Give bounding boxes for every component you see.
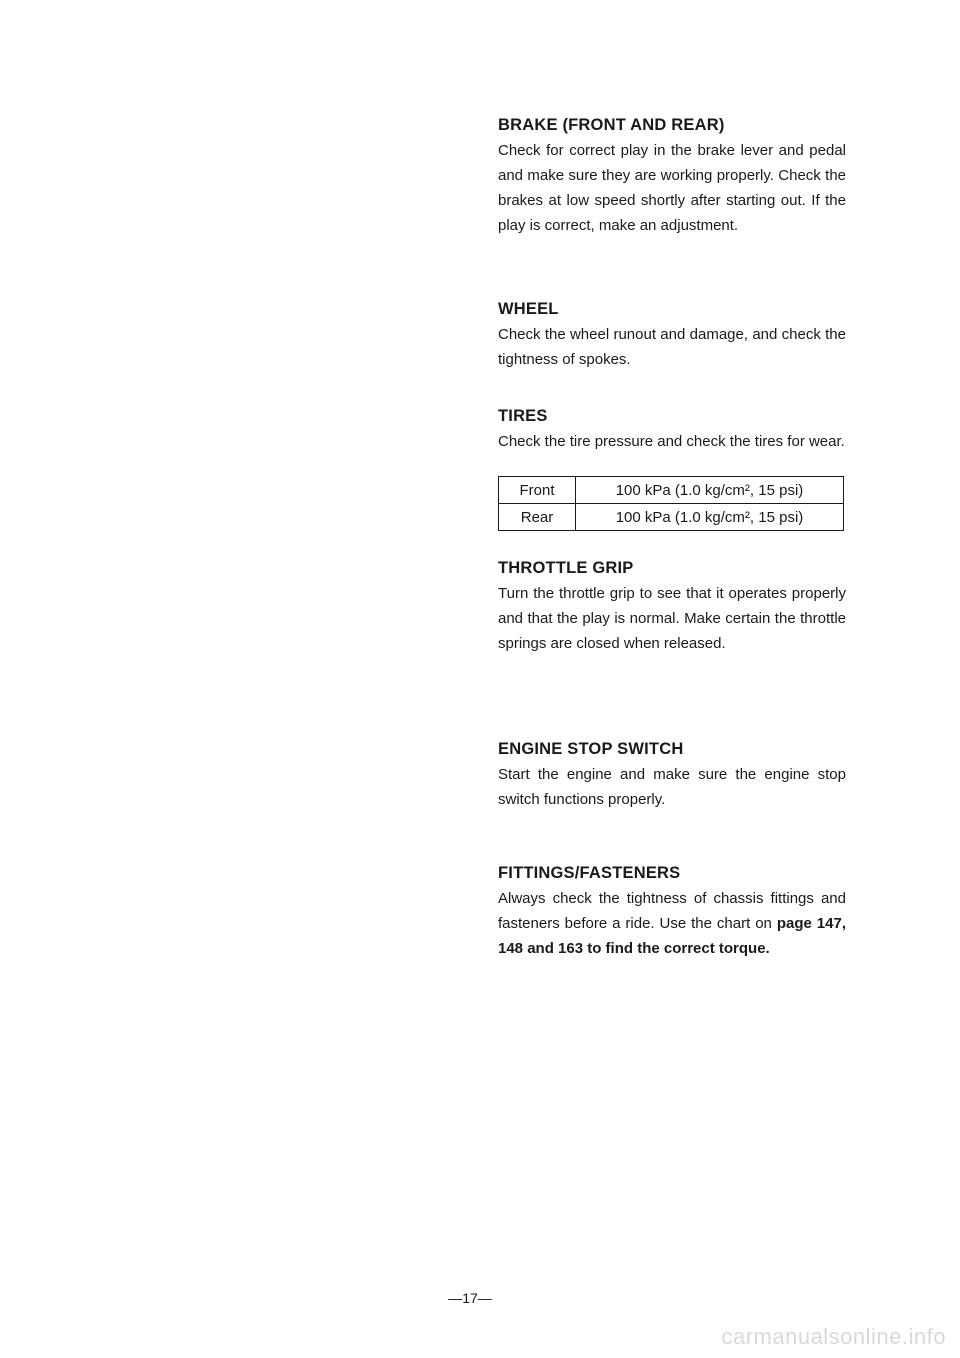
section-body: Check for correct play in the brake lever and pedal and make sure they are working properly. Check the brakes at low speed shortly after starting out. If the play is correct, make an adjustment. <box>498 142 846 234</box>
section-fittings-fasteners <box>498 862 846 961</box>
section-heading: BRAKE (FRONT AND REAR) <box>498 116 725 134</box>
table-cell-label: Front <box>499 477 576 504</box>
page-number: —17— <box>448 1290 492 1306</box>
section-body: Check the wheel runout and damage, and check the tightness of spokes. <box>498 326 846 368</box>
section-throttle-grip <box>498 557 846 656</box>
table-cell-value: 100 kPa (1.0 kg/cm², 15 psi) <box>576 477 844 504</box>
section-body-strong: page 147, 148 and 163 to find the correct torque. <box>498 915 847 957</box>
section-body: Start the engine and make sure the engine stop switch functions properly. <box>498 766 846 808</box>
section-heading: TIRES <box>498 407 548 425</box>
section-body: Turn the throttle grip to see that it operates properly and that the play is normal. Make certain the throttle springs are closed when released. <box>498 585 846 652</box>
section-body: Check the tire pressure and check the tires for wear. <box>498 433 845 450</box>
table-cell-value: 100 kPa (1.0 kg/cm², 15 psi) <box>576 504 844 531</box>
section-body <box>498 886 846 961</box>
section-heading: FITTINGS/FASTENERS <box>498 864 681 882</box>
section-body-text: Always check the tightness of chassis fittings and fasteners before a ride. Use the chart on <box>498 890 846 932</box>
section-heading: WHEEL <box>498 300 559 318</box>
table-row <box>499 477 844 504</box>
watermark: carmanualsonline.info <box>721 1324 946 1349</box>
tire-pressure-table <box>498 476 844 531</box>
section-engine-stop-switch <box>498 738 846 812</box>
section-heading: ENGINE STOP SWITCH <box>498 740 684 758</box>
section-brake <box>498 114 846 238</box>
section-tires <box>498 405 846 531</box>
table-cell-label: Rear <box>499 504 576 531</box>
section-wheel <box>498 298 846 372</box>
content-column <box>498 114 846 961</box>
section-heading: THROTTLE GRIP <box>498 559 634 577</box>
table-row <box>499 504 844 531</box>
